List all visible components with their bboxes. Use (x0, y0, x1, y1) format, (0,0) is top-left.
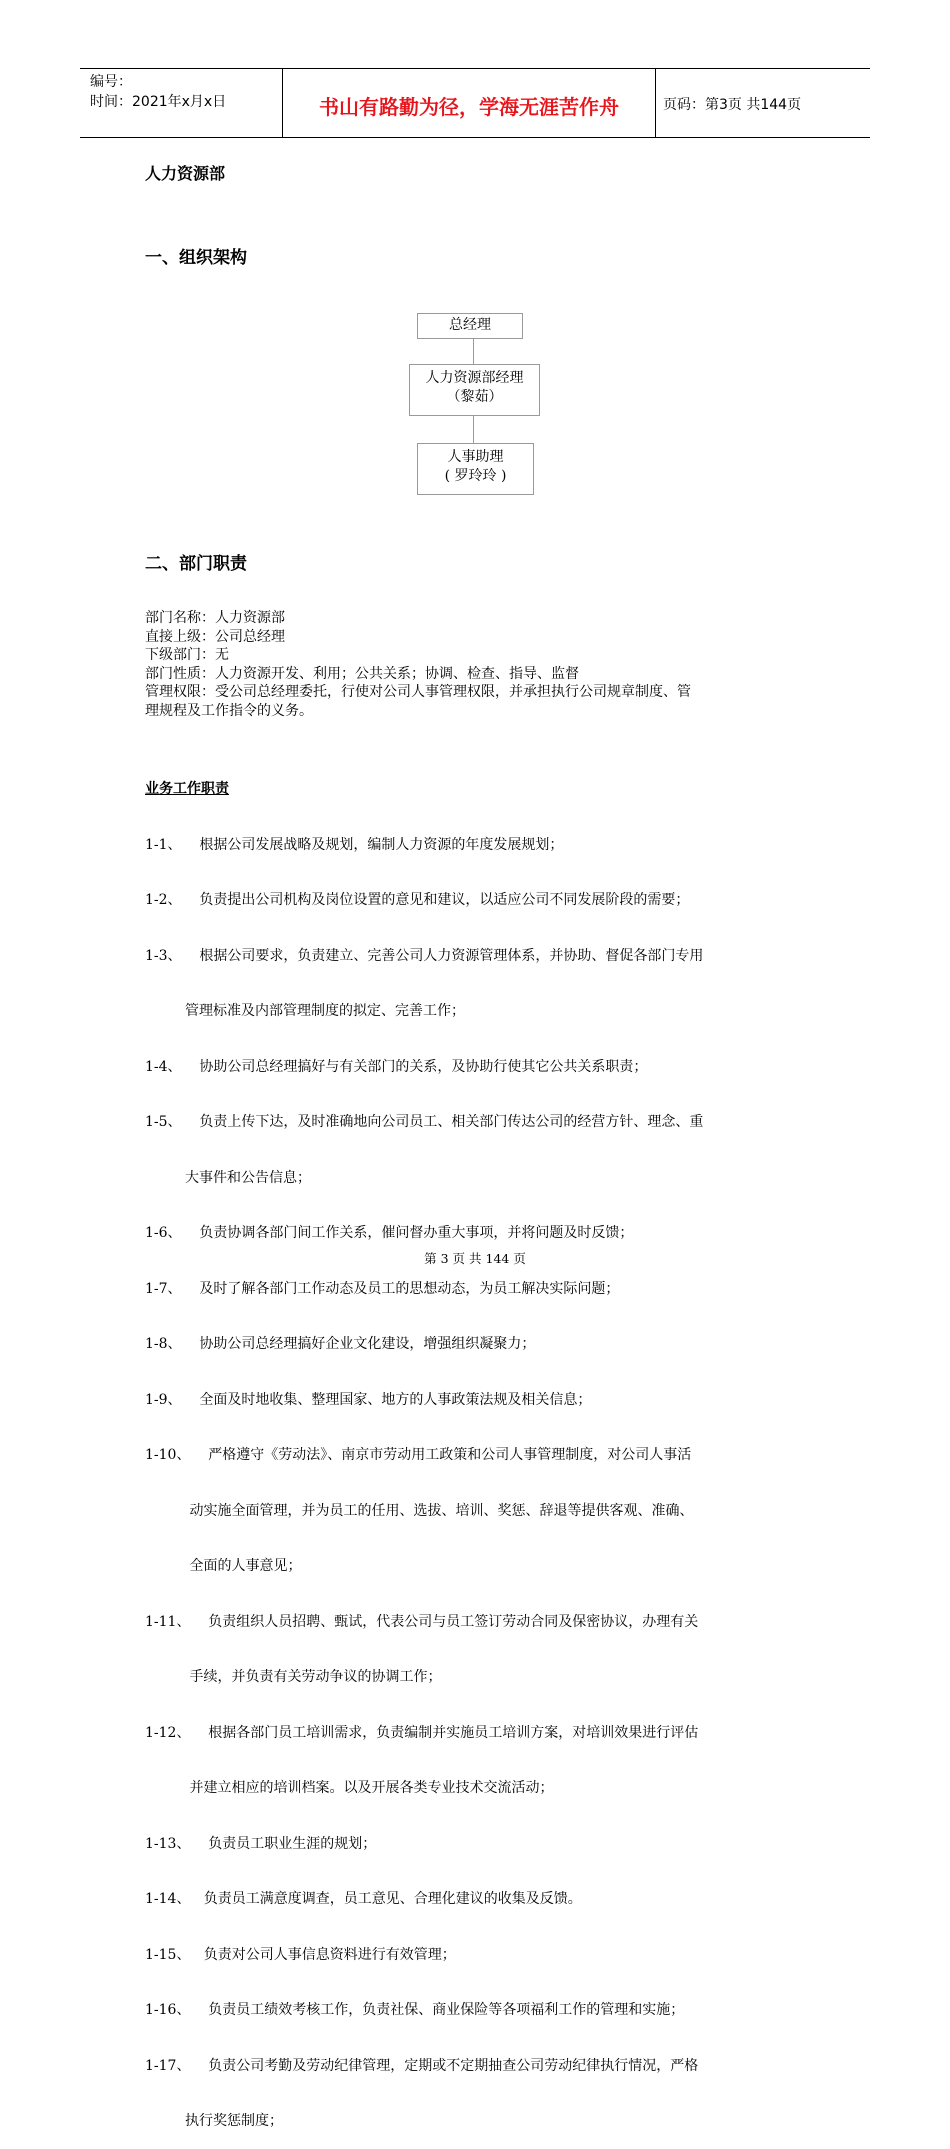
info-line: 直接上级：公司总经理 (145, 628, 285, 645)
page-header (80, 68, 870, 138)
motto: 书山有路勤为径，学海无涯苦作舟 (319, 95, 619, 119)
org-bottom-line1: 人事助理 (447, 449, 504, 465)
org-connector (473, 338, 474, 364)
duties-title: 业务工作职责 (145, 781, 229, 797)
section1-title: 一、组织架构 (145, 248, 247, 268)
page-label: 页码：第3页 共144页 (663, 97, 802, 113)
duty-line: 手续，并负责有关劳动争议的协调工作； (145, 1669, 442, 1685)
duty-line: 并建立相应的培训档案。以及开展各类专业技术交流活动； (145, 1780, 554, 1796)
page-footer: 第 3 页 共 144 页 (424, 1251, 526, 1266)
org-box-general-manager (417, 313, 523, 339)
dept-info-list (145, 609, 691, 720)
header-page-cell (655, 69, 870, 137)
duty-line: 执行奖惩制度； (145, 2113, 284, 2129)
duty-line: 1-10、 严格遵守《劳动法》、南京市劳动用工政策和公司人事管理制度，对公司人事活 (145, 1447, 692, 1463)
duty-line: 1-7、 及时了解各部门工作动态及员工的思想动态，为员工解决实际问题； (145, 1280, 620, 1297)
info-line: 部门性质：人力资源开发、利用；公共关系；协调、检查、指导、监督 (145, 665, 579, 682)
org-bottom-line2: ( 罗玲玲 ) (444, 468, 507, 484)
duty-line: 1-12、 根据各部门员工培训需求，负责编制并实施员工培训方案，对培训效果进行评估 (145, 1724, 699, 1741)
org-mid-line2: （黎茹） (446, 389, 503, 405)
duty-line: 1-13、 负责员工职业生涯的规划； (145, 1835, 377, 1852)
header-motto-cell (282, 69, 656, 137)
duty-line: 1-2、 负责提出公司机构及岗位设置的意见和建议，以适应公司不同发展阶段的需要； (145, 892, 690, 908)
org-box-hr-manager (409, 364, 540, 416)
org-connector (473, 415, 474, 443)
duty-line: 1-5、 负责上传下达，及时准确地向公司员工、相关部门传达公司的经营方针、理念、重 (145, 1114, 704, 1130)
duty-line: 1-9、 全面及时地收集、整理国家、地方的人事政策法规及相关信息； (145, 1391, 592, 1408)
number-label: 编号： (90, 74, 132, 90)
info-line: 理规程及工作指令的义务。 (145, 702, 313, 719)
duty-line: 1-8、 协助公司总经理搞好企业文化建设，增强组织凝聚力； (145, 1336, 536, 1352)
header-left-cell (80, 69, 282, 137)
info-line: 部门名称：人力资源部 (145, 610, 285, 626)
org-mid-line1: 人力资源部经理 (425, 370, 524, 386)
duty-line: 1-1、 根据公司发展战略及规划，编制人力资源的年度发展规划； (145, 836, 564, 853)
duty-line: 1-3、 根据公司要求，负责建立、完善公司人力资源管理体系，并协助、督促各部门专用 (145, 947, 704, 964)
info-line: 下级部门：无 (145, 647, 229, 663)
duty-line: 1-11、 负责组织人员招聘、甄试，代表公司与员工签订劳动合同及保密协议，办理有关 (145, 1613, 699, 1630)
duty-line: 全面的人事意见； (145, 1558, 302, 1574)
duty-line: 1-14、 负责员工满意度调查，员工意见、合理化建议的收集及反馈。 (145, 1891, 582, 1907)
duty-line: 大事件和公告信息； (145, 1169, 312, 1186)
duty-line: 1-17、 负责公司考勤及劳动纪律管理，定期或不定期抽查公司劳动纪律执行情况，严格 (145, 2057, 699, 2074)
org-top-label: 总经理 (449, 317, 491, 333)
duty-line: 动实施全面管理，并为员工的任用、选拔、培训、奖惩、辞退等提供客观、准确、 (145, 1502, 694, 1519)
duty-line: 1-15、 负责对公司人事信息资料进行有效管理； (145, 1946, 456, 1963)
duty-line: 1-16、 负责员工绩效考核工作，负责社保、商业保险等各项福利工作的管理和实施； (145, 2002, 685, 2018)
info-line: 管理权限：受公司总经理委托，行使对公司人事管理权限，并承担执行公司规章制度、管 (145, 684, 691, 700)
section2-title: 二、部门职责 (145, 554, 247, 574)
duty-line: 管理标准及内部管理制度的拟定、完善工作； (145, 1003, 466, 1019)
dept-title: 人力资源部 (145, 164, 226, 183)
time-label: 时间：2021年x月x日 (90, 94, 227, 110)
duty-line: 1-6、 负责协调各部门间工作关系，催问督办重大事项，并将问题及时反馈； (145, 1225, 634, 1241)
duty-line: 1-4、 协助公司总经理搞好与有关部门的关系，及协助行使其它公共关系职责； (145, 1058, 648, 1075)
org-box-hr-assistant (417, 443, 534, 495)
duties-list (145, 743, 703, 2149)
